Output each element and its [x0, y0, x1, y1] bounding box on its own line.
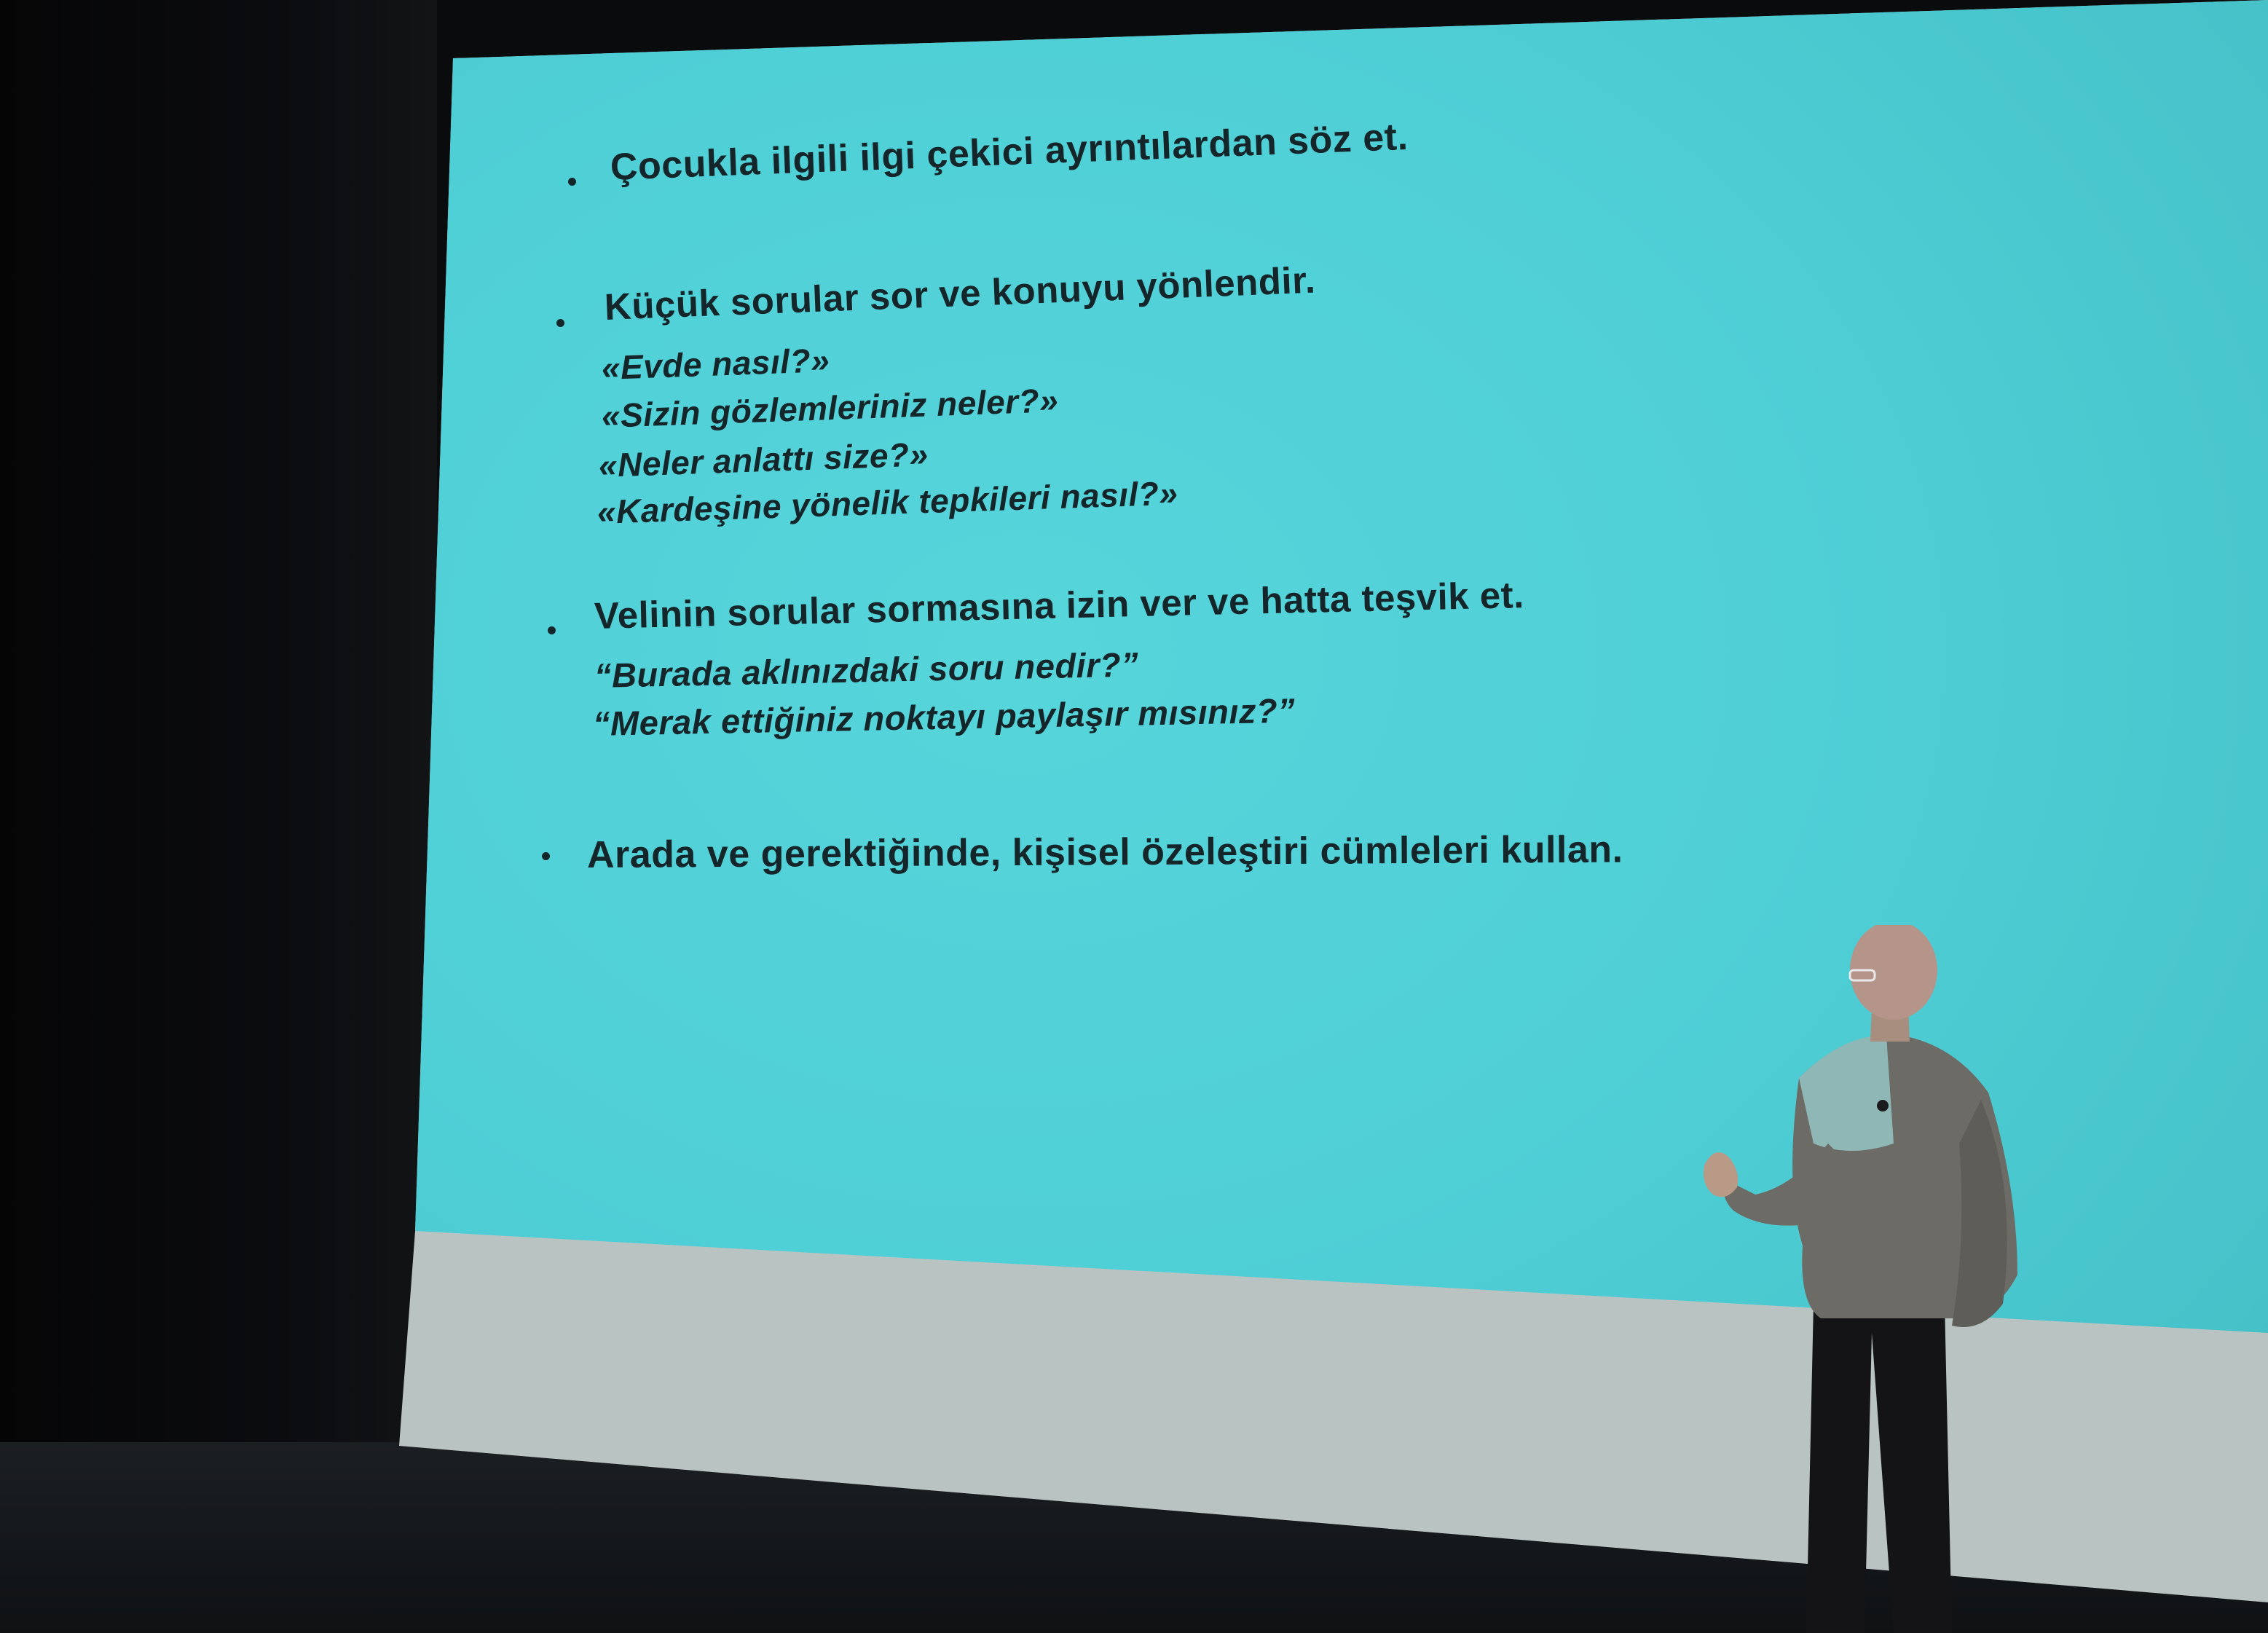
- bullet-2-question-3: «Neler anlattı size?»: [598, 435, 929, 484]
- bullet-2-question-4: «Kardeşine yönelik tepkileri nasıl?»: [596, 473, 1179, 531]
- bullet-2-heading: Küçük sorular sor ve konuyu yönlendir.: [603, 259, 1317, 328]
- bullet-dot: [542, 852, 550, 860]
- bullet-2-question-1: «Evde nasıl?»: [601, 341, 831, 387]
- bullet-3-question-1: “Burada aklınızdaki soru nedir?”: [594, 645, 1139, 695]
- presenter-figure: [1675, 925, 2054, 1633]
- bullet-4-heading: Arada ve gerektiğinde, kişisel özeleştiri cümleleri kullan.: [586, 828, 1623, 876]
- bullet-dot: [548, 626, 556, 634]
- bullet-3-question-2: “Merak ettiğiniz noktayı paylaşır mısınız?”: [592, 690, 1296, 743]
- bullet-dot: [556, 319, 564, 327]
- bullet-3-heading: Velinin sorular sormasına izin ver ve hatta teşvik et.: [594, 574, 1525, 637]
- bullet-dot: [568, 178, 576, 186]
- bullet-1-heading: Çocukla ilgili ilgi çekici ayrıntılardan söz et.: [609, 115, 1409, 189]
- bullet-2-question-2: «Sizin gözlemleriniz neler?»: [601, 381, 1060, 435]
